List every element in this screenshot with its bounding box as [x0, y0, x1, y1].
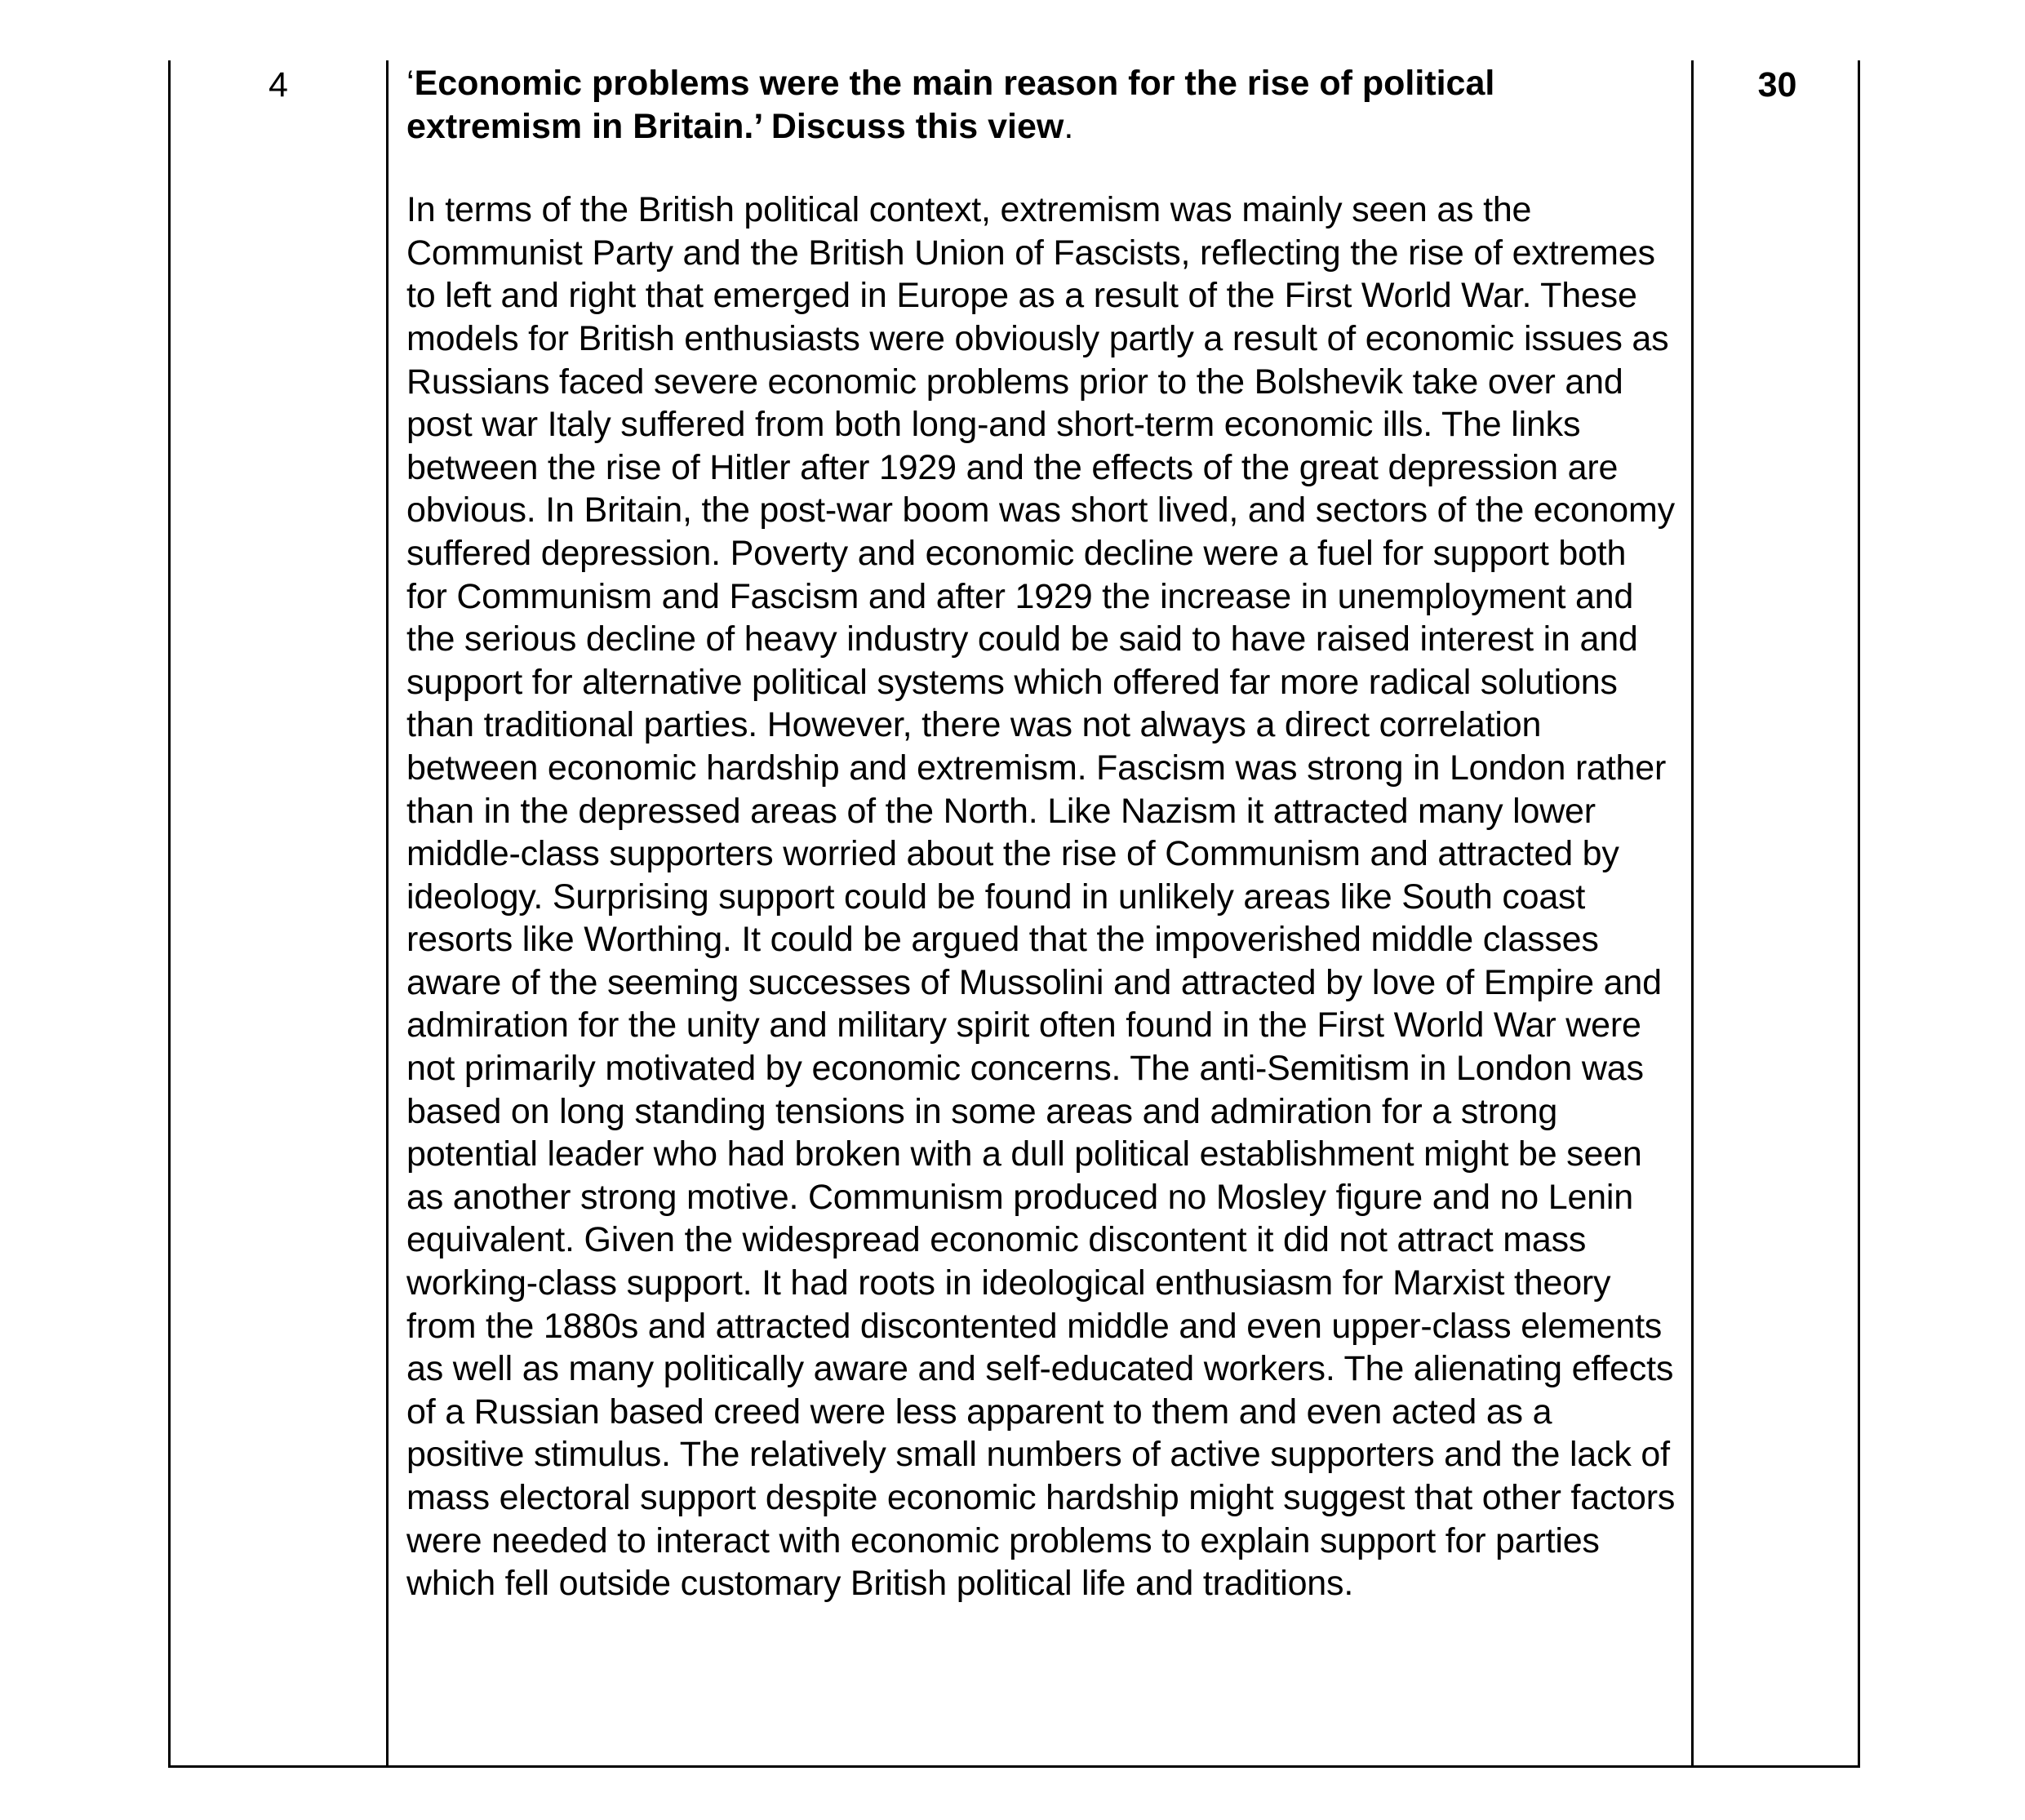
question-text: Economic problems were the main reason for the rise of political extremism in Britain.’ Discuss this view [406, 64, 1495, 146]
column-divider [386, 60, 389, 1765]
mark-scheme-table [168, 60, 1860, 1768]
question-open-quote: ‘ [406, 64, 415, 103]
indicative-content: In terms of the British political context, extremism was mainly seen as the Communist Party and the British Union of Fascists, reflecting the rise of extremes to left and right that emerged in Europe as a result of the First World War. These models for British enthusiasts were obviously partly a result of economic issues as Russians faced severe economic problems prior to the Bolshevik take over and post war Italy suffered from both long-and short-term economic ills. The links between the rise of Hitler after 1929 and the effects of the great depression are obvious. In Britain, the post-war boom was short lived, and sectors of the economy suffered depression. Poverty and economic decline were a fuel for support both for Communism and Fascism and after 1929 the increase in unemployment and the serious decline of heavy industry could be said to have raised interest in and support for alternative political systems which offered far more radical solutions than traditional parties. However, there was not always a direct correlation between economic hardship and extremism. Fascism was strong in London rather than in the depressed areas of the North. Like Nazism it attracted many lower middle-class supporters worried about the rise of Communism and attracted by ideology. Surprising support could be found in unlikely areas like South coast resorts like Worthing. It could be argued that the impoverished middle classes aware of the seeming successes of Mussolini and attracted by love of Empire and admiration for the unity and military spirit often found in the First World War were not primarily motivated by economic concerns. The anti-Semitism in London was based on long standing tensions in some areas and admiration for a strong potential leader who had broken with a dull political establishment might be seen as another strong motive. Communism produced no Mosley figure and no Lenin equivalent. Given the widespread economic discontent it did not attract mass working-class support. It had roots in ideological enthusiasm for Marxist theory from the 1880s and attracted discontented middle and even upper-class elements as well as many politically aware and self-educated workers. The alienating effects of a Russian based creed were less apparent to them and even acted as a positive stimulus. The relatively small numbers of active supporters and the lack of mass electoral support despite economic hardship might suggest that other factors were needed to interact with economic problems to explain support for parties which fell outside customary British political life and traditions. [406, 190, 1676, 1604]
question-prompt [406, 62, 1676, 148]
question-content-cell [406, 62, 1676, 1605]
question-end-punctuation: . [1064, 106, 1074, 146]
column-divider [1691, 60, 1694, 1765]
question-number: 4 [269, 65, 288, 104]
marks-value: 30 [1757, 65, 1797, 104]
